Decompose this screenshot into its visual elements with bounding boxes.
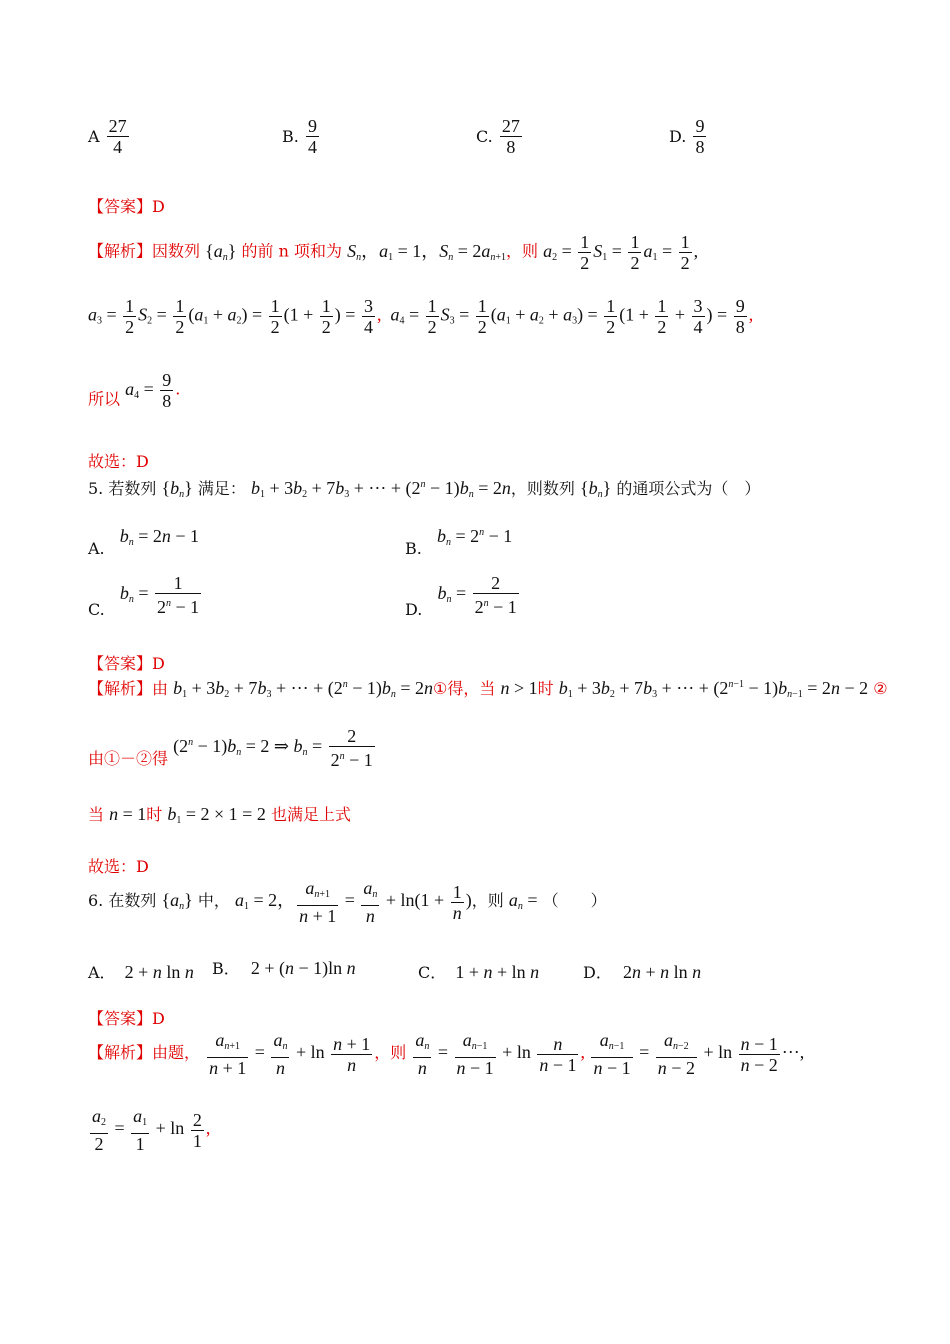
q5-option-a-label: A. — [88, 539, 105, 558]
option-d — [669, 116, 708, 157]
q6-answer: 【答案】D — [88, 1009, 165, 1028]
option-a-fraction: $\frac{27}{4}$ — [108, 116, 127, 157]
q6-option-c: C． 1 + n + ln n — [418, 962, 540, 982]
q5-prefix: 5. 若数列 — [88, 479, 157, 498]
q4-answer: 【答案】D — [88, 197, 165, 216]
q4-analysis-then: ，则 — [506, 241, 539, 261]
option-a — [88, 116, 131, 157]
q6-option-c-label: C． — [418, 963, 447, 982]
q5-dang: 当 — [88, 805, 105, 824]
q4-analysis-text-1: 因数列 — [152, 241, 201, 261]
q5-analysis-line-3: 当 n = 1时 $b_1 = 2 \times 1 = 2$ 也满足上式 — [88, 804, 351, 826]
q6-option-d-label: D． — [583, 963, 612, 982]
q5-end: 的通项公式为（ ） — [616, 479, 761, 498]
option-c-label: C. — [476, 127, 493, 146]
option-c — [476, 116, 524, 157]
q6-zhong: 中， — [197, 891, 230, 911]
q5-circle2: ② — [873, 679, 888, 698]
option-b-label: B. — [282, 127, 299, 146]
q6-ze2: ，则 — [374, 1043, 407, 1063]
q5-question: 5. 若数列 $\{b_n\}$ 满足： $b_1 + 3b_2 + 7b_3$ + ··· + $(2^n - 1)b_n = 2n$，则数列 $\{b_n\}$ 的通项公式为（ ） — [88, 478, 761, 500]
q6-prefix: 6. 在数列 — [88, 891, 157, 911]
q5-option-b-label: B. — [405, 539, 422, 558]
q5-get1: ①得，当 — [433, 679, 496, 698]
q6-option-a-label: A． — [88, 963, 116, 982]
q5-option-a: A. $b_n = 2n - 1$ — [88, 526, 200, 558]
option-d-label: D. — [669, 127, 687, 146]
q6-youti: 由题， — [152, 1043, 201, 1063]
q5-option-d: D. $b_n$ = $\frac{2}{2^n - 1}$ — [405, 573, 517, 620]
q5-option-c: C. $b_n$ = $\frac{1}{2^n - 1}$ — [88, 573, 200, 620]
q4-analysis-tag: 【解析】 — [88, 241, 153, 261]
q5-satisfy: 满足： — [197, 479, 246, 498]
q5-shi: 时 — [146, 805, 163, 824]
q6-option-b-label: B． — [212, 959, 240, 978]
q6-analysis-line-1: 【解析】由题， $\frac{a_{n+1}}{n + 1}$ = $\frac{a_n}{n}$ + ln $\frac{n + 1}{n}$ ，则 $\frac{a_n}{n}$ = $\frac{a_{n-1}}{n - 1}$ + ln $\frac{n}{n - 1}$ , $\frac{a_{n-1}}{n - 1}$ = $\frac{a_{n-2}}{n - 2}$ + ln $\frac{n - 1}{n - 2}$ ···, — [88, 1030, 805, 1078]
q5-analysis-line-2: 由①－②得 $(2^n - 1)b_n = 2$ ⇒ $b_n$ = $\frac{2}{2^n - 1}$ — [88, 726, 373, 770]
q5-choose: 故选：D — [88, 857, 149, 876]
option-b-fraction: $\frac{9}{4}$ — [307, 116, 317, 157]
q4-so: 所以 — [88, 389, 121, 409]
q4-analysis-line-1: 【解析】因数列 $\{a_n\}$ 的前 n 项和为 $S_n$，$a_1 = 1$，$S_n = 2a_{n+1}$，则 $a_2$ = $\frac{1}{2}$ $S_1$ = $\frac{1}{2}$ $a_1$ = $\frac{1}{2}$ , — [88, 232, 699, 273]
q5-by: 由 — [152, 679, 169, 698]
q6-option-d: D． 2n + n ln n — [583, 962, 702, 982]
q5-tail: ，则数列 — [510, 479, 575, 498]
q5-by12: 由①－②得 — [88, 749, 169, 769]
q6-option-a: A． 2 + n ln n — [88, 962, 194, 982]
q4-choose: 故选：D — [88, 452, 149, 471]
option-b — [282, 116, 321, 157]
q5-option-b: B. $b_n = 2^n - 1$ — [405, 526, 513, 558]
q6-analysis-tag: 【解析】 — [88, 1043, 153, 1063]
option-a-label: A — [88, 127, 100, 146]
q5-when: 时 — [537, 679, 554, 698]
q6-ze: ，则 — [471, 891, 504, 911]
option-d-fraction: $\frac{9}{8}$ — [695, 116, 705, 157]
q6-option-b: B． 2 + (n − 1)ln n — [212, 958, 356, 978]
q5-option-c-label: C. — [88, 600, 105, 620]
q5-analysis-line-1: 【解析】由 $b_1 + 3b_2 + 7b_3$ + ··· + $(2^n - 1)b_n$ = 2n①得，当 n > 1时 $b_1 + 3b_2 + 7b_3$ + ··· + $(2^{n-1} - 1)b_{n-1} = 2n - 2$ ② — [88, 678, 888, 700]
q4-analysis-text-2: 的前 n 项和为 — [241, 241, 342, 261]
q4-conclusion: 所以 $a_4$ = $\frac{9}{8}$ . — [88, 370, 181, 411]
q6-paren: （ ） — [542, 891, 607, 911]
q5-answer: 【答案】D — [88, 654, 165, 673]
option-c-fraction: $\frac{27}{8}$ — [501, 116, 520, 157]
q5-also: 也满足上式 — [270, 805, 351, 824]
q6-analysis-line-2: $\frac{a_2}{2}$ = $\frac{a_1}{1}$ + ln $\frac{2}{1}$ , — [92, 1106, 211, 1154]
q5-option-d-label: D. — [405, 600, 423, 620]
q5-analysis-tag: 【解析】 — [88, 679, 153, 698]
q6-question: 6. 在数列 $\{a_n\}$ 中， $a_1 = 2$， $\frac{a_{n+1}}{n + 1}$ = $\frac{a_n}{n}$ + ln(1 + $\frac{1}{n}$ )，则 $a_n$ = （ ） — [88, 878, 607, 926]
q4-analysis-line-2: $a_3$ = $\frac{1}{2}$ $S_2$ = $\frac{1}{2}$ $(a_1 + a_2)$ = $\frac{1}{2}$ (1 + $\frac{1}{2}$ ) = $\frac{3}{4}$ , $a_4$ = $\frac{1}{2}$ $S_3$ = $\frac{1}{2}$ $(a_1 + a_2 + a_3)$ = $\frac{1}{2}$ (1 + $\frac{1}{2}$ + $\frac{3}{4}$ ) = $\frac{9}{8}$ , — [88, 296, 754, 337]
